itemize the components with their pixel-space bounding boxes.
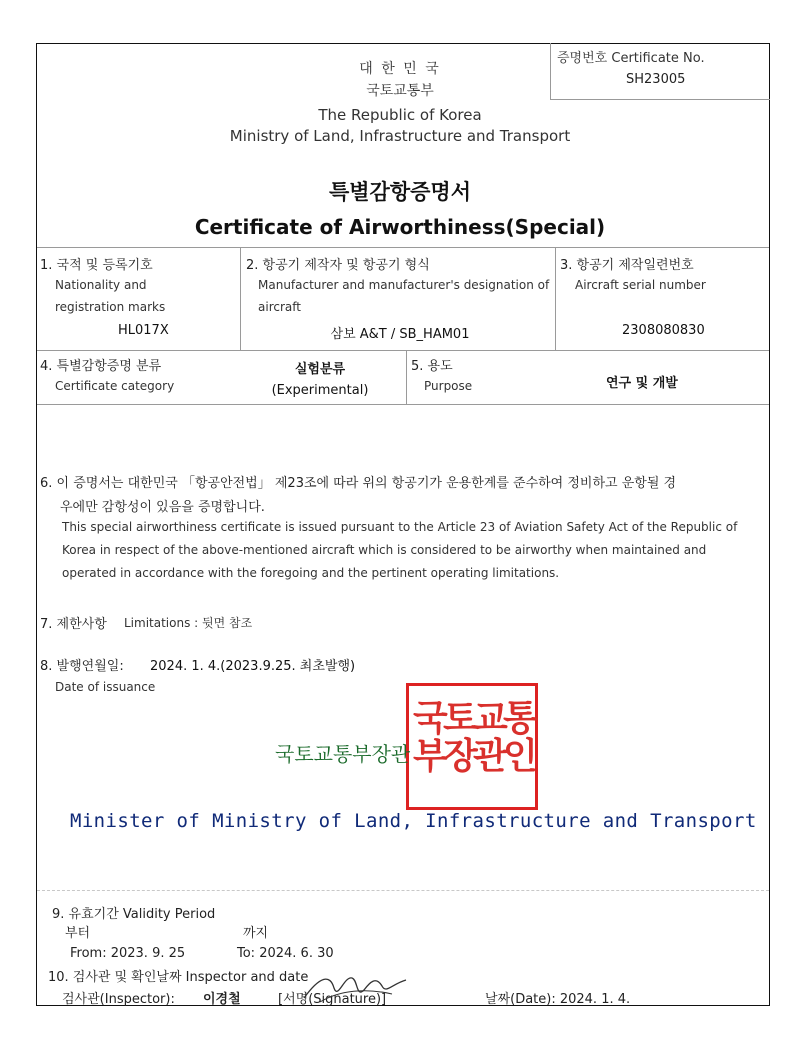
validity-to: To: 2024. 6. 30: [237, 946, 334, 961]
section6-en-line3: operated in accordance with the foregoing and the pertinent operating limitations.: [62, 566, 560, 580]
from-korean: 부터: [65, 926, 91, 941]
official-seal: 국 토 교 통 부 장 관 인: [406, 683, 538, 810]
table-divider: [240, 247, 241, 350]
category-value-en: (Experimental): [271, 383, 369, 398]
certificate-number-box: [550, 43, 770, 100]
republic-name: The Republic of Korea: [318, 106, 482, 124]
table-divider: [406, 350, 407, 404]
field3-label-ko: 3. 항공기 제작일련번호: [560, 258, 694, 273]
handwritten-signature: [300, 968, 410, 1006]
korean-country: 대 한 민 국: [359, 61, 441, 77]
purpose-value: 연구 및 개발: [606, 376, 678, 391]
inspection-date: 날짜(Date): 2024. 1. 4.: [485, 992, 631, 1007]
section7-label: 7. 제한사항: [40, 617, 107, 632]
limitations-text: Limitations : 뒷면 참조: [124, 616, 253, 630]
certificate-number: SH23005: [626, 72, 686, 87]
section10-label: 10. 검사관 및 확인날짜 Inspector and date: [48, 970, 309, 985]
section6-ko-line1: 6. 이 증명서는 대한민국 「항공안전법」 제23조에 따라 위의 항공기가 운용한계를 준수하여 정비하고 운항될 경: [40, 476, 677, 491]
title-korean: 특별감항증명서: [328, 180, 471, 204]
section8-label-en: Date of issuance: [55, 680, 156, 694]
signature-divider: [37, 890, 769, 891]
section6-ko-line2: 우에만 감항성이 있음을 증명합니다.: [60, 500, 265, 515]
field4-label-en: Certificate category: [55, 379, 175, 393]
field1-label-en2: registration marks: [55, 300, 166, 314]
field5-label-en: Purpose: [424, 379, 473, 393]
certificate-number-label: 증명번호 Certificate No.: [557, 51, 705, 66]
table-bottom-line: [37, 404, 769, 405]
field1-label-ko: 1. 국적 및 등록기호: [40, 258, 153, 273]
inspector-name: 이경철: [203, 992, 241, 1007]
field5-label-ko: 5. 용도: [411, 359, 453, 374]
section6-en-line1: This special airworthiness certificate is issued pursuant to the Article 23 of Aviation Safety Act of the Republic of: [62, 520, 738, 534]
field2-label-en1: Manufacturer and manufacturer's designation of: [258, 278, 550, 292]
issuance-date: 2024. 1. 4.(2023.9.25. 최초발행): [150, 659, 356, 674]
minister-title-english: Minister of Ministry of Land, Infrastructure and Transport: [70, 810, 757, 832]
table-top-line: [37, 247, 769, 248]
validity-from: From: 2023. 9. 25: [70, 946, 186, 961]
signature-label: [서명(Signature)]: [278, 992, 387, 1007]
serial-number: 2308080830: [622, 323, 705, 338]
korean-ministry: 국토교통부: [366, 83, 434, 99]
field4-label-ko: 4. 특별감항증명 분류: [40, 359, 162, 374]
title-english: Certificate of Airworthiness(Special): [194, 215, 606, 239]
section8-label: 8. 발행연월일:: [40, 659, 124, 674]
field3-label-en: Aircraft serial number: [575, 278, 706, 292]
section6-en-line2: Korea in respect of the above-mentioned aircraft which is considered to be airworthy when maintained and: [62, 543, 707, 557]
registration-mark: HL017X: [118, 323, 169, 338]
inspector-label: 검사관(Inspector):: [62, 992, 175, 1007]
category-value-ko: 실험분류: [294, 362, 346, 377]
ministry-name: Ministry of Land, Infrastructure and Transport: [229, 127, 571, 145]
manufacturer-designation: 삼보 A&T / SB_HAM01: [330, 327, 470, 342]
field2-label-en2: aircraft: [258, 300, 301, 314]
table-divider: [555, 247, 556, 350]
field2-label-ko: 2. 항공기 제작자 및 항공기 형식: [246, 258, 430, 273]
table-mid-line: [37, 350, 769, 351]
field1-label-en1: Nationality and: [55, 278, 147, 292]
minister-title-korean: 국토교통부장관: [275, 742, 411, 766]
section9-label: 9. 유효기간 Validity Period: [52, 907, 216, 922]
to-korean: 까지: [243, 926, 269, 941]
